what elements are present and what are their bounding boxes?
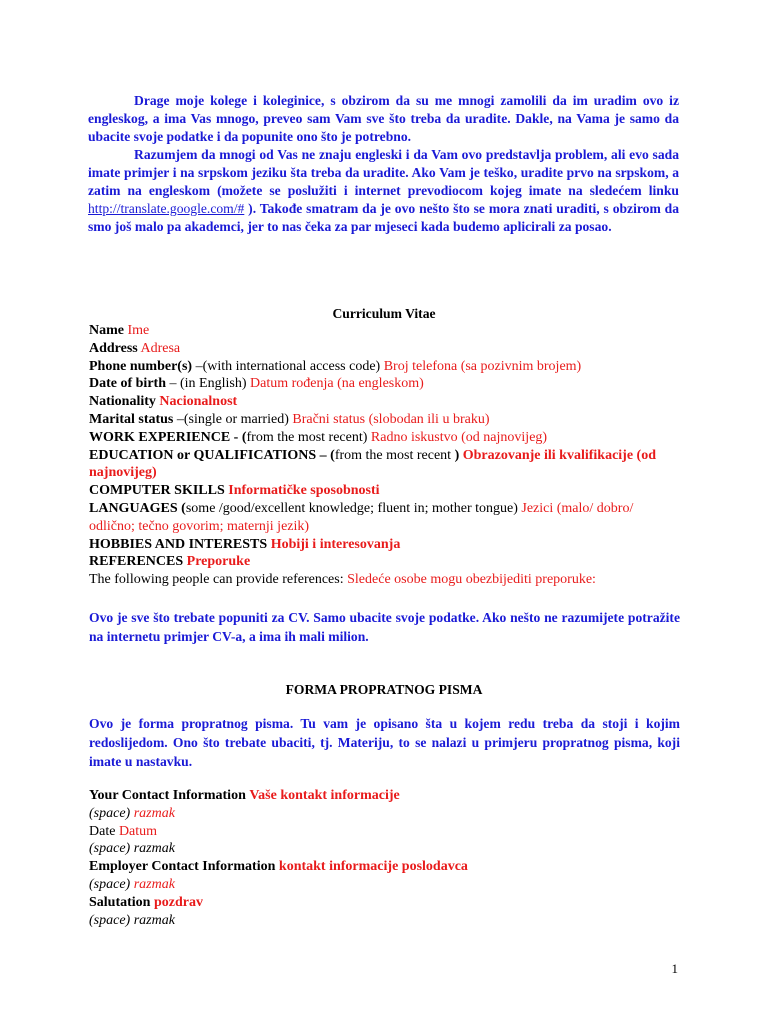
phone-label: Phone number(s)	[89, 358, 193, 374]
cv-computer-row	[89, 482, 681, 500]
salutation-label: Salutation	[89, 894, 151, 910]
marital-value: Bračni status (slobodan ili u braku)	[292, 411, 490, 427]
employer-value: kontakt informacije poslodavca	[278, 859, 468, 875]
contact-label: Your Contact Information	[89, 788, 246, 803]
cv-marital-row	[89, 411, 681, 429]
salutation-row	[89, 894, 681, 912]
space-row-2	[89, 840, 681, 858]
intro-text	[88, 92, 679, 236]
dob-note: (in English)	[180, 376, 247, 392]
marital-dash: –	[173, 411, 184, 427]
education-label: EDUCATION or QUALIFICATIONS – (	[89, 447, 335, 463]
space-value: razmak	[133, 841, 175, 857]
contact-row	[89, 787, 681, 805]
space-value: razmak	[133, 805, 175, 821]
cv-address-row	[89, 340, 681, 358]
work-note: from the most recent)	[246, 429, 368, 445]
translate-link[interactable]: http://translate.google.com/#	[88, 201, 245, 216]
cv-languages-row	[89, 500, 681, 536]
phone-value: Broj telefona (sa pozivnim brojem)	[383, 358, 582, 374]
date-value: Datum	[118, 823, 158, 839]
space-row-3	[89, 876, 681, 894]
hobbies-value: Hobiji i interesovanja	[270, 536, 401, 552]
intro-paragraph-1: Drage moje kolege i koleginice, s obzirom da su me mnogi zamolili da im uradim ovo iz engleskog, a ima Vas mnogo, preveo sam Vam sve što treba da uradite. Dakle, na Vama je samo da ubacite svoje podatke i da popunite ono što je potrebno.	[88, 93, 679, 144]
letter-title: FORMA PROPRATNOG PISMA	[285, 682, 483, 697]
marital-note: (single or married)	[183, 411, 289, 427]
address-value: Adresa	[140, 340, 181, 356]
cv-note: Ovo je sve što trebate popuniti za CV. Samo ubacite svoje podatke. Ako nešto ne razumijete potražite na internetu primjer CV-a, a ima ih mali milion.	[89, 610, 680, 644]
intro-p2-mid: ).	[244, 201, 260, 216]
space-label: (space)	[89, 912, 131, 928]
intro-p2-end: Takođe smatram da je ovo nešto što se mora znati uraditi, s obzirom da smo još malo pa akademci, jer to nas čeka za par mjeseci kada budemo aplicirali za posao.	[88, 201, 679, 234]
cv-phone-row	[89, 358, 681, 376]
education-value: Obrazovanje ili kvalifikacije (od najnovijeg)	[89, 447, 656, 481]
address-label: Address	[89, 340, 138, 356]
education-note: from the most recent	[334, 447, 455, 463]
cv-nationality-row	[89, 393, 681, 411]
phone-note: (with international access code)	[202, 358, 381, 374]
cv-references-row	[89, 553, 681, 571]
cv-hobbies-row	[89, 536, 681, 554]
letter-form-section	[89, 787, 681, 929]
space-row-4	[89, 912, 681, 930]
education-close: )	[454, 447, 460, 463]
dob-dash: –	[166, 376, 180, 392]
computer-label: COMPUTER SKILLS	[89, 483, 225, 499]
space-label: (space)	[89, 805, 131, 821]
nationality-label: Nationality	[89, 394, 156, 410]
marital-label: Marital status	[89, 411, 174, 427]
intro-paragraph-2	[88, 146, 679, 236]
space-label: (space)	[89, 876, 131, 892]
name-value: Ime	[127, 323, 150, 338]
references-line-value: Sledeće osobe mogu obezbijediti preporuke:	[347, 572, 596, 588]
languages-label: LANGUAGES (	[89, 500, 186, 516]
cv-name-row	[89, 322, 681, 340]
cv-education-row	[89, 447, 681, 483]
references-line-label: The following people can provide references:	[89, 572, 344, 588]
cv-work-row	[89, 429, 681, 447]
work-label: WORK EXPERIENCE - (	[89, 429, 247, 445]
cv-dob-row	[89, 375, 681, 393]
space-value: razmak	[133, 876, 175, 892]
cv-title: Curriculum Vitae	[332, 306, 436, 321]
employer-row	[89, 858, 681, 876]
cv-references-line	[89, 571, 681, 589]
computer-value: Informatičke sposobnosti	[228, 483, 380, 499]
languages-value: Jezici (malo/ dobro/ odlično; tečno govorim; maternji jezik)	[89, 500, 634, 534]
hobbies-label: HOBBIES AND INTERESTS	[89, 536, 268, 552]
salutation-value: pozdrav	[153, 894, 203, 910]
date-label: Date	[89, 823, 116, 839]
letter-intro: Ovo je forma propratnog pisma. Tu vam je opisano šta u kojem redu treba da stoji i kojim redoslijedom. Ono što trebate ubaciti, tj. Materiju, to se nalazi u primjeru propratnog pisma, koji imate u nastavku.	[89, 716, 680, 769]
languages-note: some /good/excellent knowledge; fluent in; mother tongue)	[185, 500, 518, 516]
references-value: Preporuke	[186, 554, 251, 570]
name-label: Name	[89, 323, 124, 338]
space-row-1	[89, 805, 681, 823]
phone-dash: –	[192, 358, 203, 374]
nationality-value: Nacionalnost	[159, 394, 238, 410]
cv-section	[89, 322, 681, 589]
intro-p2-start: Razumjem da mnogi od Vas ne znaju engleski i da Vam ovo predstavlja problem, ali evo sada imate primjer i na srpskom jeziku šta treba da uradite. Ako Vam je teško, uradite prvo na srpskom, a zatim na engleskom (možete se poslužiti i internet prevodiocom kojeg imate na sledećem linku	[88, 147, 679, 198]
dob-value: Datum rođenja (na engleskom)	[250, 376, 424, 392]
date-row	[89, 823, 681, 841]
work-value: Radno iskustvo (od najnovijeg)	[370, 429, 548, 445]
space-value: razmak	[133, 912, 175, 928]
page-number: 1	[671, 961, 678, 976]
contact-value: Vaše kontakt informacije	[249, 788, 400, 803]
employer-label: Employer Contact Information	[89, 859, 276, 875]
dob-label: Date of birth	[89, 376, 166, 392]
references-label: REFERENCES	[89, 554, 184, 570]
space-label: (space)	[89, 841, 131, 857]
